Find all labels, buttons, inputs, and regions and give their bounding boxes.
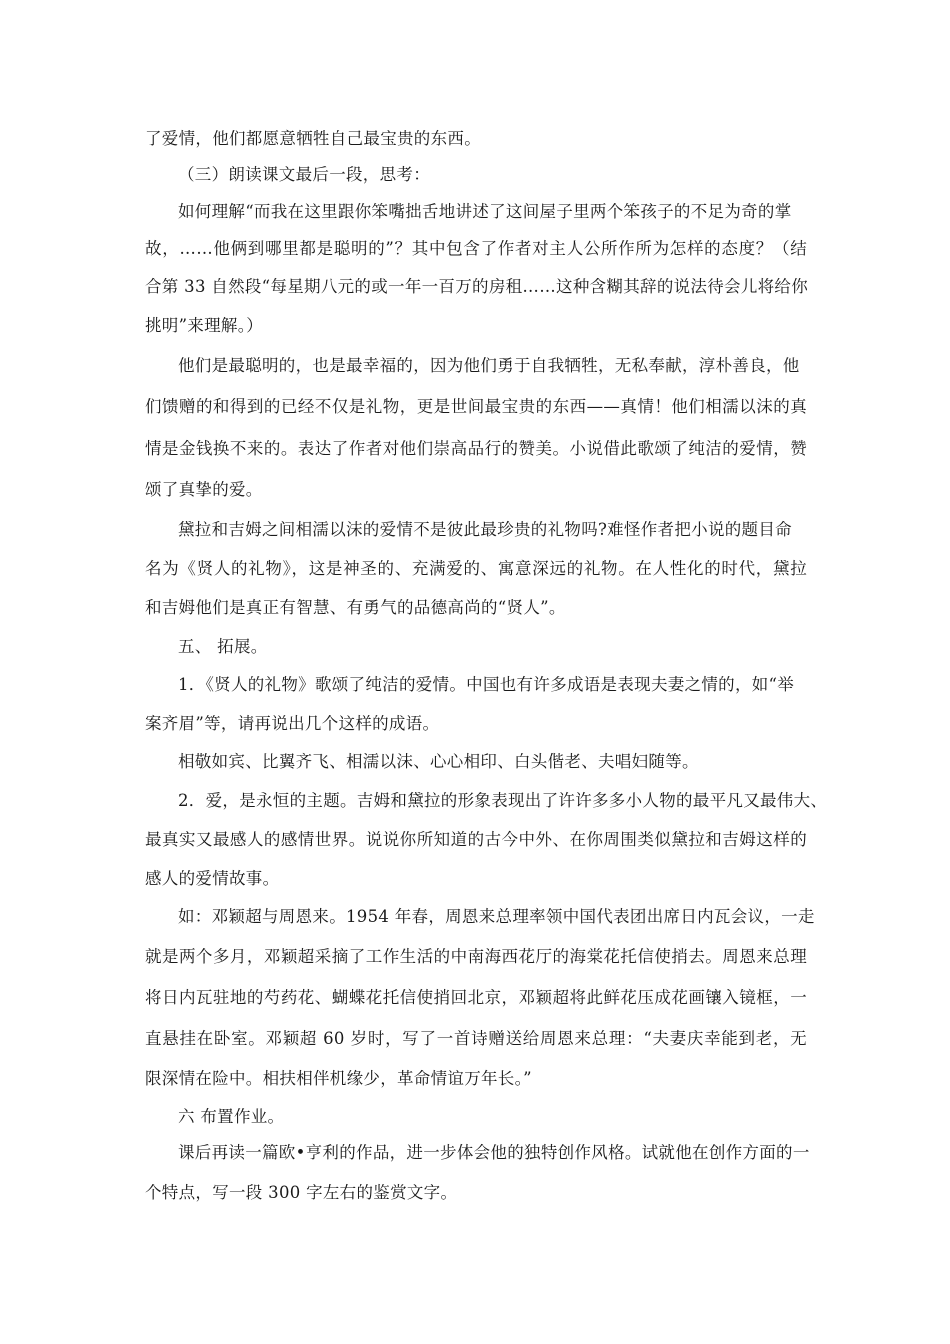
paragraph-line: 情是金钱换不来的。表达了作者对他们崇高品行的赞美。小说借此歌颂了纯洁的爱情，赞 [145, 439, 807, 458]
paragraph-line: 感人的爱情故事。 [145, 869, 280, 888]
paragraph-line: 直悬挂在卧室。邓颖超 60 岁时，写了一首诗赠送给周恩来总理：“夫妻庆幸能到老，无 [145, 1029, 807, 1048]
paragraph-line: 故，……他俩到哪里都是聪明的”？其中包含了作者对主人公所作所为怎样的态度？（结 [145, 239, 807, 258]
section-heading: 五、 拓展。 [178, 637, 268, 656]
paragraph-line: 将日内瓦驻地的芍药花、蝴蝶花托信使捎回北京，邓颖超将此鲜花压成花画镶入镜框，一 [145, 988, 807, 1007]
paragraph-line: 个特点，写一段 300 字左右的鉴赏文字。 [145, 1183, 458, 1202]
paragraph-line: 案齐眉”等，请再说出几个这样的成语。 [145, 714, 440, 733]
paragraph-line: 最真实又最感人的感情世界。说说你所知道的古今中外、在你周围类似黛拉和吉姆这样的 [145, 830, 807, 849]
paragraph-line: （三）朗读课文最后一段，思考： [178, 165, 430, 184]
paragraph-line: 们馈赠的和得到的已经不仅是礼物，更是世间最宝贵的东西——真情！他们相濡以沫的真 [145, 397, 807, 416]
paragraph-line: 颂了真挚的爱。 [145, 480, 263, 499]
paragraph-line: 名为《贤人的礼物》，这是神圣的、充满爱的、寓意深远的礼物。在人性化的时代，黛拉 [145, 559, 807, 578]
paragraph-line: 就是两个多月，邓颖超采摘了工作生活的中南海西花厅的海棠花托信使捎去。周恩来总理 [145, 947, 807, 966]
paragraph-line: 黛拉和吉姆之间相濡以沫的爱情不是彼此最珍贵的礼物吗?难怪作者把小说的题目命 [178, 520, 792, 539]
paragraph-line: 了爱情，他们都愿意牺牲自己最宝贵的东西。 [145, 129, 481, 148]
paragraph-line: 如何理解“而我在这里跟你笨嘴拙舌地讲述了这间屋子里两个笨孩子的不足为奇的掌 [178, 202, 792, 221]
paragraph-line: 限深情在险中。相扶相伴机缘少，革命情谊万年长。” [145, 1069, 532, 1088]
paragraph-line: 相敬如宾、比翼齐飞、相濡以沫、心心相印、白头偕老、夫唱妇随等。 [178, 752, 699, 771]
paragraph-line: 挑明”来理解。） [145, 316, 264, 335]
paragraph-line: 他们是最聪明的，也是最幸福的，因为他们勇于自我牺牲，无私奉献，淳朴善良，他 [178, 356, 800, 375]
paragraph-line: 合第 33 自然段“每星期八元的或一年一百万的房租……这种含糊其辞的说法待会儿将给你 [145, 277, 809, 296]
paragraph-line: 课后再读一篇欧•亨利的作品，进一步体会他的独特创作风格。试就他在创作方面的一 [178, 1143, 810, 1162]
paragraph-line: 如：邓颖超与周恩来。1954 年春，周恩来总理率领中国代表团出席日内瓦会议，一走 [178, 907, 815, 926]
section-heading: 六 布置作业。 [178, 1107, 285, 1126]
paragraph-line: 2．爱，是永恒的主题。吉姆和黛拉的形象表现出了许许多多小人物的最平凡又最伟大、 [178, 791, 828, 810]
paragraph-line: 和吉姆他们是真正有智慧、有勇气的品德高尚的“贤人”。 [145, 598, 566, 617]
paragraph-line: 1．《贤人的礼物》歌颂了纯洁的爱情。中国也有许多成语是表现夫妻之情的，如“举 [178, 675, 795, 694]
